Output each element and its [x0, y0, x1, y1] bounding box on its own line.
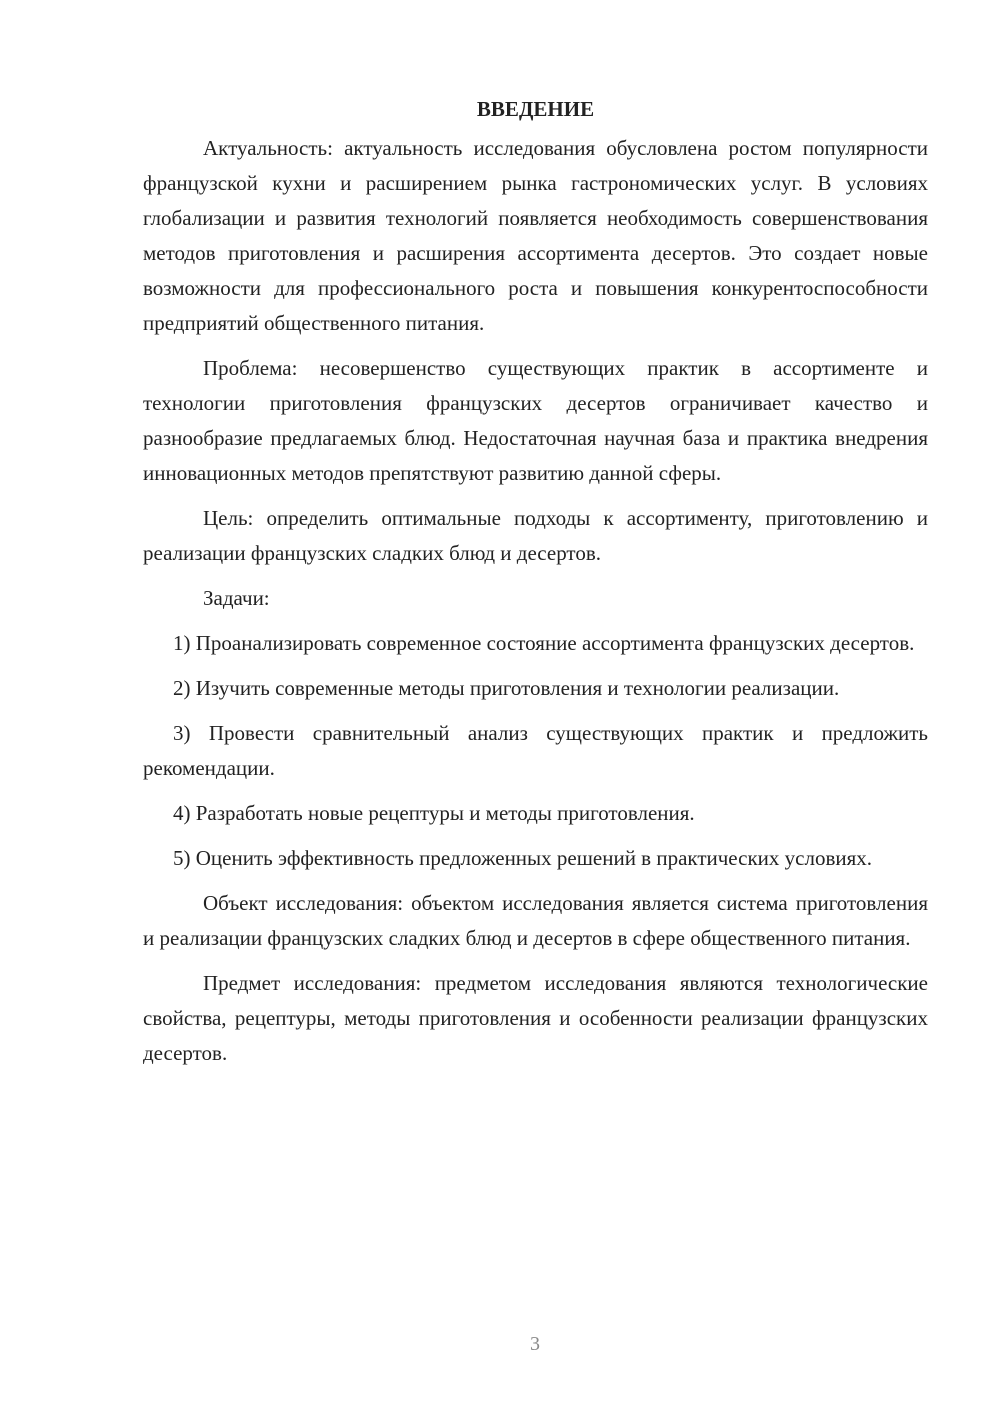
- object-paragraph: Объект исследования: объектом исследования является система приготовления и реализации французских сладких блюд и десертов в сфере общественного питания.: [143, 891, 928, 950]
- task-item: 1) Проанализировать современное состояние ассортимента французских десертов.: [173, 631, 915, 655]
- task-item: 5) Оценить эффективность предложенных решений в практических условиях.: [173, 846, 873, 870]
- relevance-paragraph: Актуальность: актуальность исследования обусловлена ростом популярности французской кухни и расширением рынка гастрономических услуг. В условиях глобализации и развития технологий появляется необходимость совершенствования методов приготовления и расширения ассортимента десертов. Это создает новые возможности для профессионального роста и повышения конкурентоспособности предприятий общественного питания.: [143, 136, 928, 335]
- page-title: ВВЕДЕНИЕ: [476, 97, 595, 121]
- task-item: 2) Изучить современные методы приготовления и технологии реализации.: [173, 676, 840, 700]
- document-page: [143, 92, 928, 1081]
- problem-paragraph: Проблема: несовершенство существующих практик в ассортименте и технологии приготовления французских десертов ограничивает качество и разнообразие предлагаемых блюд. Недостаточная научная база и практика внедрения инновационных методов препятствуют развитию данной сферы.: [143, 356, 928, 485]
- task-item: 3) Провести сравнительный анализ существующих практик и предложить рекомендации.: [143, 721, 928, 780]
- task-item: 4) Разработать новые рецептуры и методы приготовления.: [173, 801, 695, 825]
- subject-paragraph: Предмет исследования: предметом исследования являются технологические свойства, рецептуры, методы приготовления и особенности реализации французских десертов.: [143, 971, 928, 1065]
- page-number: 3: [530, 1333, 540, 1355]
- goal-paragraph: Цель: определить оптимальные подходы к ассортименту, приготовлению и реализации французских сладких блюд и десертов.: [143, 506, 928, 565]
- tasks-label: Задачи:: [203, 586, 270, 610]
